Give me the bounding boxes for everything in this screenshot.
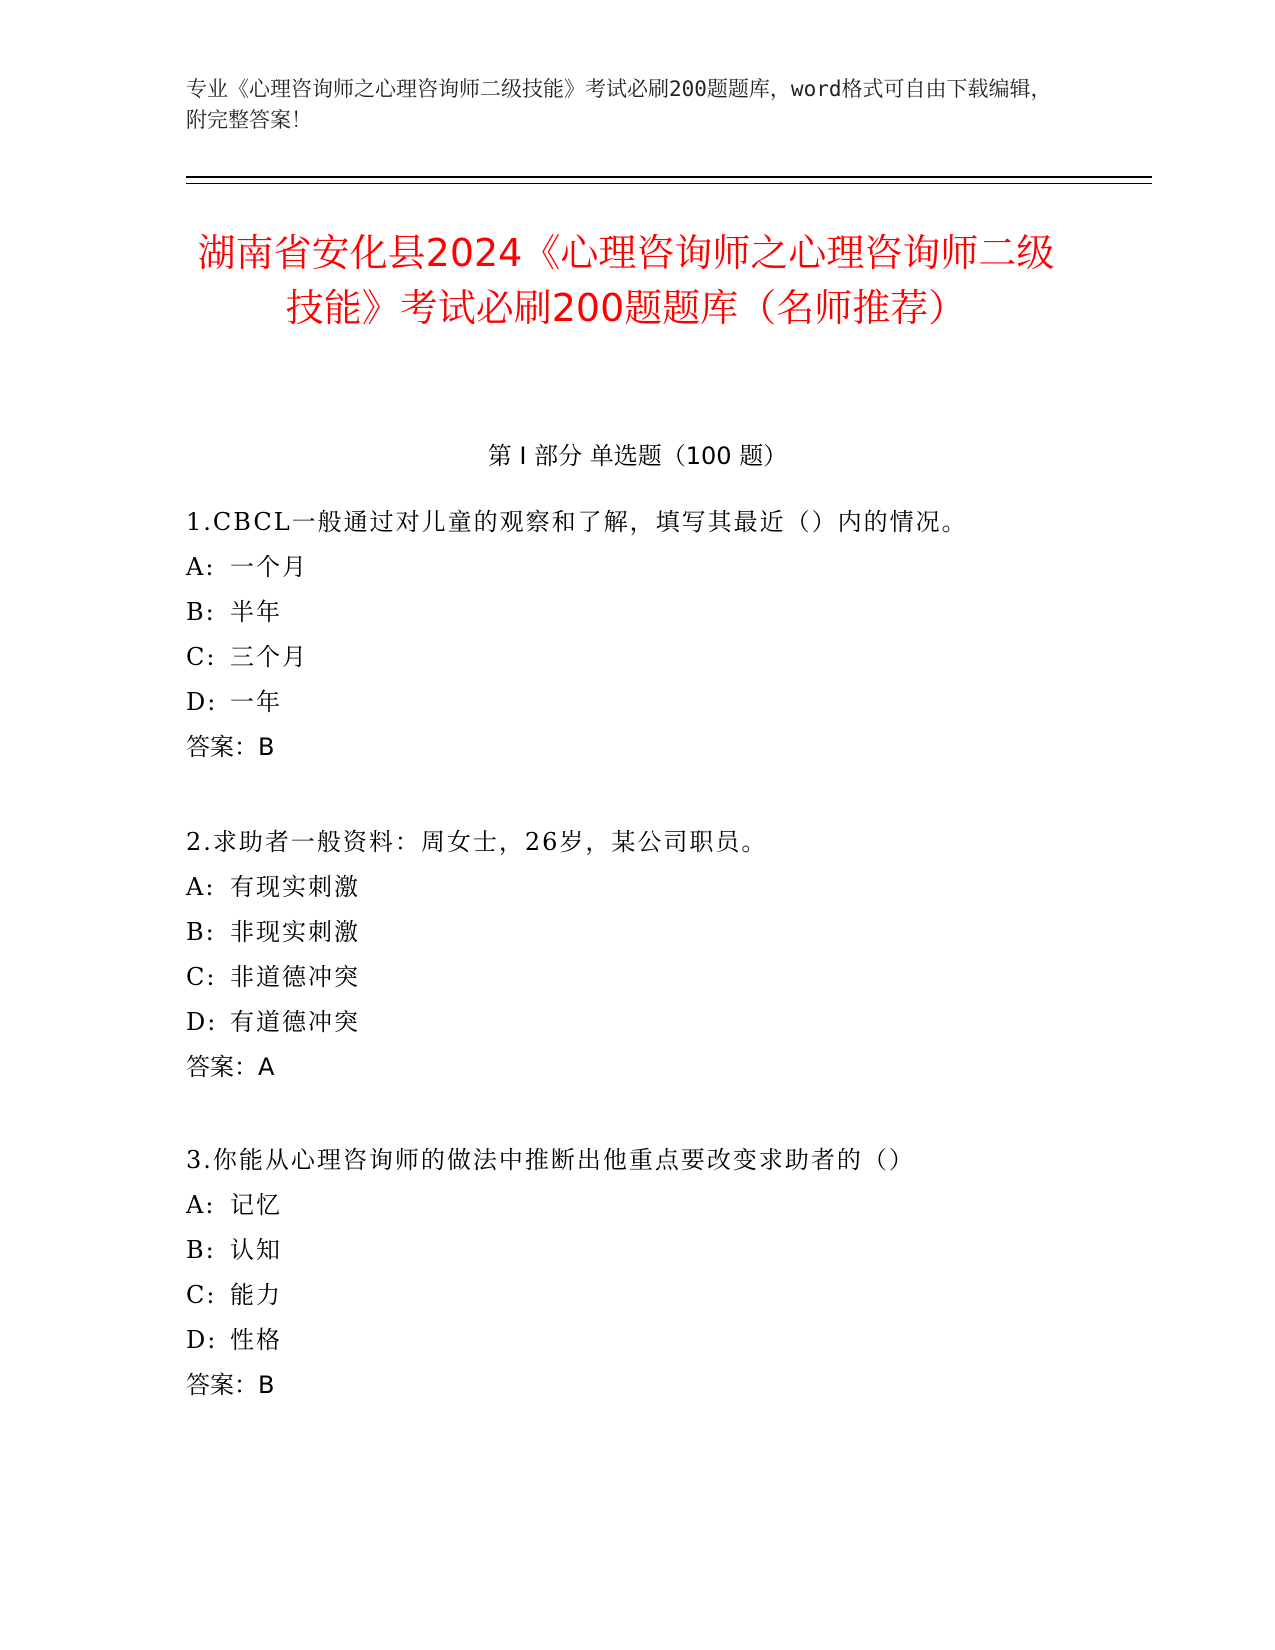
option-c xyxy=(186,635,1146,680)
option-text: 有道德冲突 xyxy=(230,1008,360,1036)
option-label: D: xyxy=(186,688,218,716)
question-stem: 2.求助者一般资料：周女士，26岁，某公司职员。 xyxy=(186,828,768,856)
question-3 xyxy=(186,1138,1146,1408)
option-a xyxy=(186,1183,1146,1228)
option-text: 认知 xyxy=(230,1236,282,1264)
option-c xyxy=(186,1273,1146,1318)
option-label: B: xyxy=(186,918,216,946)
option-c xyxy=(186,955,1146,1000)
option-text: 非现实刺激 xyxy=(230,918,360,946)
section-heading: 第 I 部分 单选题（100 题） xyxy=(487,442,788,470)
option-label: A: xyxy=(186,1191,216,1219)
option-d xyxy=(186,680,1146,725)
document-title: 湖南省安化县2024《心理咨询师之心理咨询师二级技能》考试必刷200题题库（名师推荐） xyxy=(197,231,1055,330)
option-text: 半年 xyxy=(230,598,282,626)
option-text: 能力 xyxy=(230,1281,282,1309)
header-rule-thick xyxy=(186,176,1152,178)
option-text: 性格 xyxy=(230,1326,282,1354)
option-label: A: xyxy=(186,553,216,581)
option-b xyxy=(186,1228,1146,1273)
option-label: B: xyxy=(186,598,216,626)
option-a xyxy=(186,545,1146,590)
answer: 答案：B xyxy=(186,733,275,761)
option-text: 一个月 xyxy=(230,553,308,581)
option-label: C: xyxy=(186,643,217,671)
option-label: C: xyxy=(186,1281,217,1309)
option-label: D: xyxy=(186,1008,218,1036)
option-d xyxy=(186,1000,1146,1045)
option-text: 非道德冲突 xyxy=(230,963,360,991)
option-label: A: xyxy=(186,873,216,901)
answer: 答案：B xyxy=(186,1371,275,1399)
question-1 xyxy=(186,500,1146,770)
question-stem: 3.你能从心理咨询师的做法中推断出他重点要改变求助者的（） xyxy=(186,1146,915,1174)
answer: 答案：A xyxy=(186,1053,275,1081)
option-b xyxy=(186,590,1146,635)
header-rule-thin xyxy=(186,183,1152,184)
option-a xyxy=(186,865,1146,910)
option-b xyxy=(186,910,1146,955)
option-text: 一年 xyxy=(230,688,282,716)
option-label: B: xyxy=(186,1236,216,1264)
option-d xyxy=(186,1318,1146,1363)
option-text: 三个月 xyxy=(230,643,308,671)
question-2 xyxy=(186,820,1146,1090)
option-text: 记忆 xyxy=(230,1191,282,1219)
option-text: 有现实刺激 xyxy=(230,873,360,901)
option-label: D: xyxy=(186,1326,218,1354)
option-label: C: xyxy=(186,963,217,991)
header-note: 专业《心理咨询师之心理咨询师二级技能》考试必刷200题题库，word格式可自由下载编辑，附完整答案！ xyxy=(186,77,1052,132)
question-stem: 1.CBCL一般通过对儿童的观察和了解，填写其最近（）内的情况。 xyxy=(186,508,968,536)
